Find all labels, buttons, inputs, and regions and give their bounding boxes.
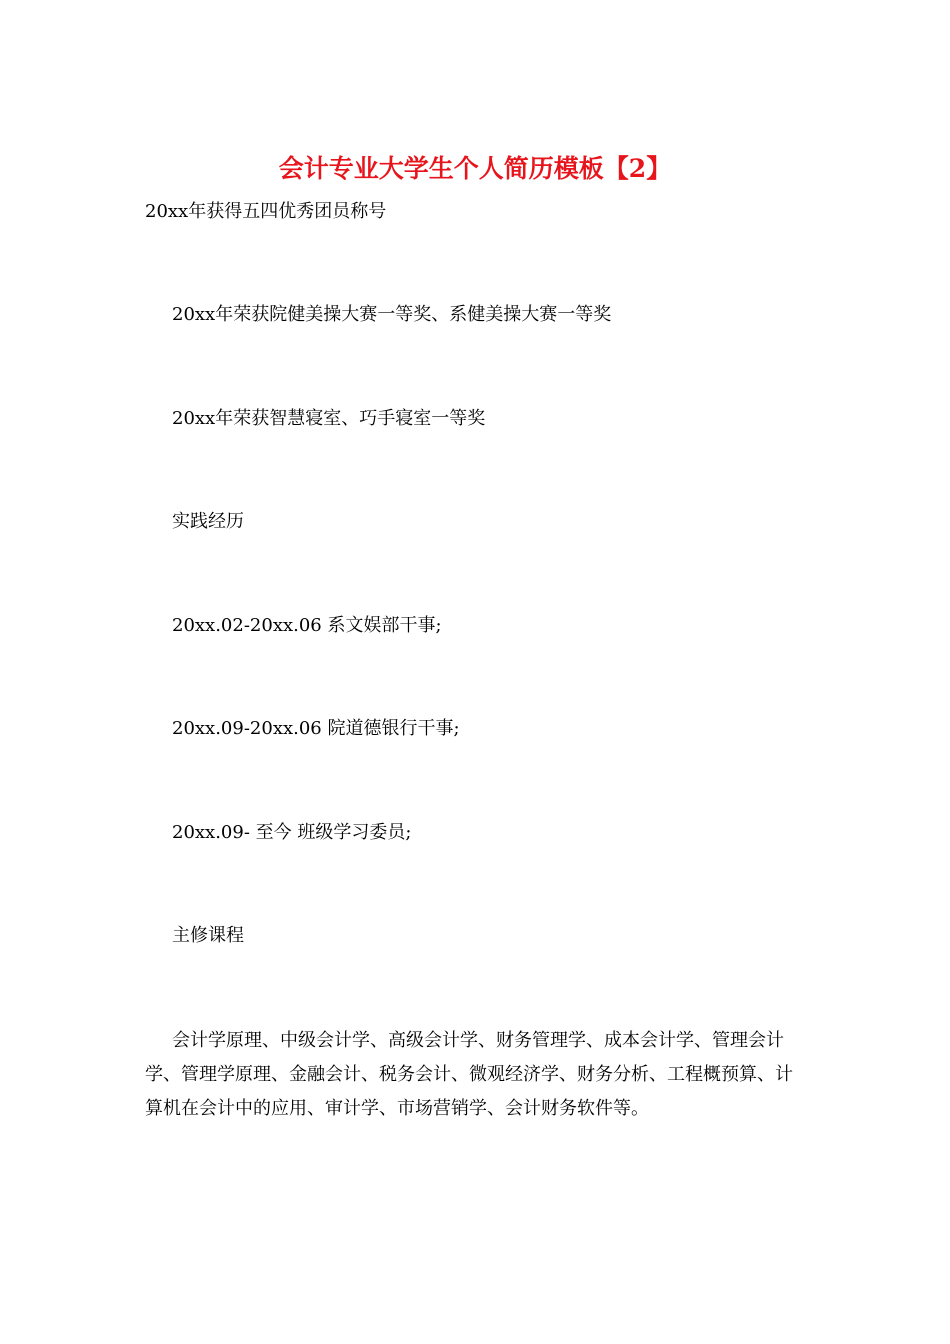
section-heading-practice: 实践经历 [172, 511, 244, 532]
document-title: 会计专业大学生个人简历模板【2】 [278, 154, 672, 183]
honor-line-2: 20xx年荣获院健美操大赛一等奖、系健美操大赛一等奖 [172, 304, 612, 325]
honor-line-1: 20xx年获得五四优秀团员称号 [145, 201, 387, 222]
practice-item-2: 20xx.09-20xx.06 院道德银行干事; [172, 718, 460, 739]
section-heading-courses: 主修课程 [172, 925, 244, 946]
practice-item-1: 20xx.02-20xx.06 系文娱部干事; [172, 615, 442, 636]
honor-line-3: 20xx年荣获智慧寝室、巧手寝室一等奖 [172, 408, 486, 429]
courses-paragraph: 会计学原理、中级会计学、高级会计学、财务管理学、成本会计学、管理会计学、管理学原理、金融会计、税务会计、微观经济学、财务分析、工程概预算、计算机在会计中的应用、审计学、市场营销学、会计财务软件等。 [145, 1030, 793, 1119]
practice-item-3: 20xx.09- 至今 班级学习委员; [172, 822, 412, 843]
